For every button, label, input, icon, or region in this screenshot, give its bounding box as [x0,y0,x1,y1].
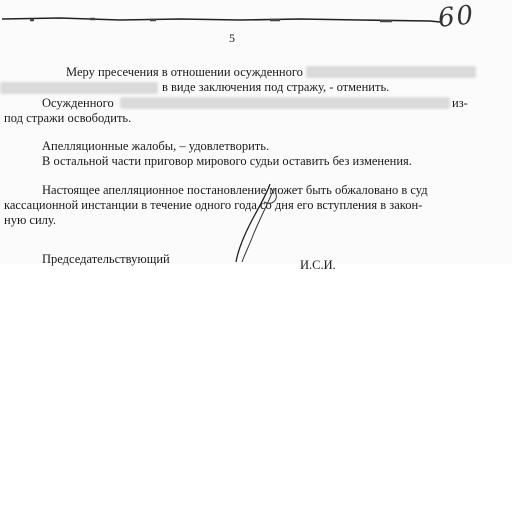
paragraph-3-line-1: Апелляционные жалобы, – удовлетворить. [42,139,270,153]
paragraph-3-line-2: В остальной части приговор мирового судьи оставить без изменения. [42,154,412,168]
paragraph-4-line-2: кассационной инстанции в течение одного года со дня его вступления в закон- [4,198,423,212]
paragraph-4-line-3: ную силу. [4,213,57,227]
page-number: 5 [229,31,235,45]
redaction-block [0,82,158,94]
handwritten-page-number: 60 [436,0,477,34]
paragraph-1-line-2: в виде заключения под стражу, - отменить. [162,80,390,94]
paragraph-2-line-1-start: Осужденного [42,96,114,110]
paragraph-2-line-1-end: из- [452,96,468,110]
paragraph-1-line-1: Меру пресечения в отношении осужденного [66,65,303,79]
paragraph-4-line-1: Настоящее апелляционное постановление может быть обжаловано в суд [42,183,428,197]
scan-top-edge [0,0,512,30]
presiding-judge-initials: И.С.И. [300,258,336,272]
redaction-block [120,97,450,109]
presiding-judge-label: Председательствующий [42,252,170,266]
signature [226,182,286,264]
paragraph-2-line-2: под стражи освободить. [4,111,132,125]
redaction-block [306,66,476,78]
